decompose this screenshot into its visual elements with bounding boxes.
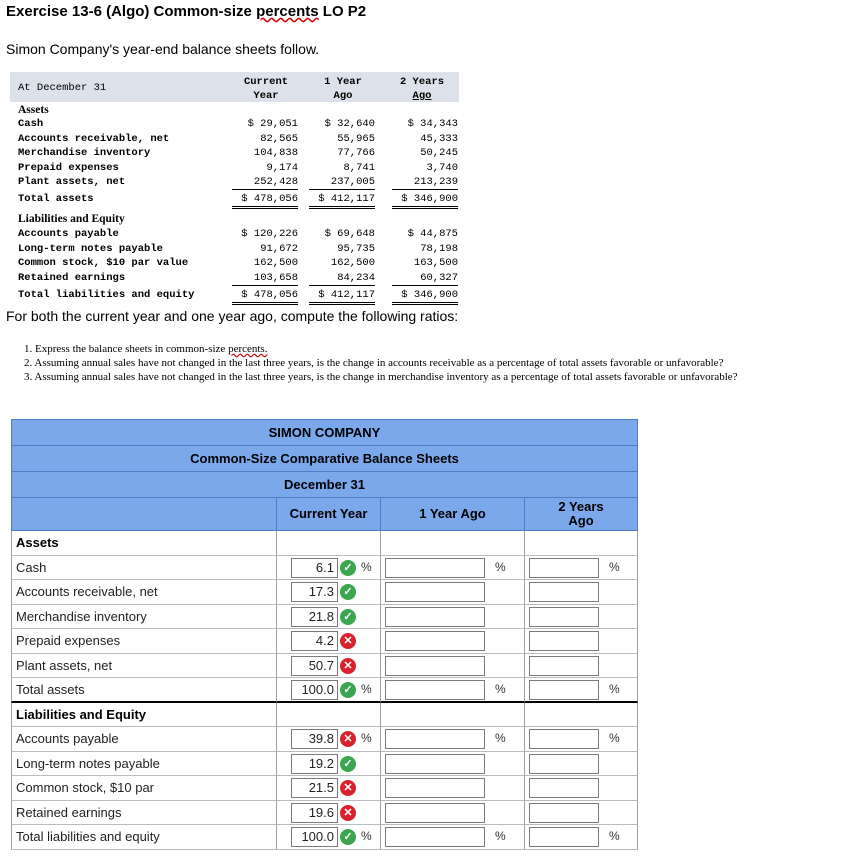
percent-sign: % (495, 559, 506, 574)
row-label: Plant assets, net (18, 176, 126, 188)
correct-check-icon: ✓ (340, 682, 356, 698)
balance-row-total-liabilities-and-equity (10, 288, 459, 302)
balance-row-prepaid-expenses (10, 161, 459, 175)
two-years-ago-input[interactable] (529, 558, 599, 578)
two-years-ago-input[interactable] (529, 778, 599, 798)
balance-row-accounts-payable (10, 227, 459, 241)
requirement-2: 2. Assuming annual sales have not changed in the last three years, is the change in accounts receivable as a percentage of total assets favorable or unfavorable? (24, 357, 724, 369)
two-years-ago-cell (525, 654, 638, 679)
row-label: Common stock, $10 par (11, 776, 277, 801)
one-year-ago-value: $ 412,117 (309, 288, 375, 305)
one-year-ago-value: 237,005 (309, 175, 375, 190)
page-title: Exercise 13-6 (Algo) Common-size percents LO P2 (6, 3, 367, 20)
answer-row (11, 678, 638, 703)
one-year-ago-cell (381, 752, 525, 777)
header-date-label: At December 31 (18, 82, 107, 94)
current-year-value: $ 478,056 (232, 192, 298, 209)
one-year-ago-value: 8,741 (343, 161, 375, 174)
header-current-year: Current Year (243, 76, 289, 102)
balance-sheet-header (10, 72, 459, 102)
two-years-ago-cell (525, 629, 638, 654)
percent-sign: % (361, 731, 372, 745)
row-label: Total liabilities and equity (11, 825, 277, 850)
prompt-text: For both the current year and one year ago, compute the following ratios: (6, 308, 459, 324)
one-year-ago-value: 95,735 (337, 242, 375, 255)
two-years-ago-cell (525, 752, 638, 777)
correct-check-icon: ✓ (340, 756, 356, 772)
requirement-3: 3. Assuming annual sales have not changed in the last three years, is the change in merchandise inventory as a percentage of total assets favorable or unfavorable? (24, 371, 738, 383)
one-year-ago-input[interactable] (385, 656, 485, 676)
balance-row-accounts-receivable-net (10, 132, 459, 146)
two-years-ago-input[interactable] (529, 827, 599, 847)
two-years-ago-input[interactable] (529, 607, 599, 627)
percent-sign: % (495, 682, 506, 696)
incorrect-x-icon: ✕ (340, 731, 356, 747)
current-year-cell (277, 580, 381, 605)
answer-row (11, 556, 638, 581)
section-row (11, 703, 638, 728)
row-label: Long-term notes payable (18, 242, 163, 255)
current-year-value: 91,672 (260, 242, 298, 255)
two-years-ago-value: 3,740 (426, 161, 458, 174)
liabilities-heading-row: Liabilities and Equity (18, 213, 125, 225)
one-year-ago-cell (381, 605, 525, 630)
correct-check-icon: ✓ (340, 560, 356, 576)
two-years-ago-input[interactable] (529, 803, 599, 823)
balance-row-plant-assets-net (10, 175, 459, 189)
section-row (11, 531, 638, 556)
row-label: Prepaid expenses (11, 629, 277, 654)
current-year-value: $ 120,226 (241, 228, 298, 240)
current-year-input[interactable]: 50.7 (291, 656, 338, 676)
two-years-ago-value: $ 346,900 (392, 192, 458, 209)
intro-text: Simon Company's year-end balance sheets follow. (6, 41, 320, 57)
one-year-ago-cell (381, 703, 525, 728)
one-year-ago-input[interactable] (385, 582, 485, 602)
row-label: Cash (18, 118, 44, 130)
percent-sign: % (609, 829, 620, 843)
one-year-ago-cell (381, 776, 525, 801)
balance-row-common-stock-par-value (10, 256, 459, 270)
current-year-value: $ 478,056 (232, 288, 298, 305)
two-years-ago-cell (525, 605, 638, 630)
row-label: Prepaid expenses (18, 161, 119, 174)
header-two-years-ago: 2 Years Ago (399, 76, 445, 102)
two-years-ago-cell (525, 776, 638, 801)
row-label: Merchandise inventory (11, 605, 277, 630)
current-year-input[interactable]: 100.0 (291, 680, 338, 700)
current-year-cell (277, 825, 381, 850)
current-year-cell (277, 703, 381, 728)
one-year-ago-value: $ 69,648 (324, 228, 375, 240)
current-year-cell (277, 801, 381, 826)
two-years-ago-value: $ 34,343 (407, 118, 458, 130)
answer-row (11, 776, 638, 801)
one-year-ago-input[interactable] (385, 729, 485, 749)
two-years-ago-cell (525, 678, 638, 703)
current-year-input[interactable]: 19.2 (291, 754, 338, 774)
current-year-cell (277, 629, 381, 654)
balance-row-merchandise-inventory (10, 146, 459, 160)
row-label: Total assets (18, 193, 94, 205)
current-year-input[interactable]: 6.1 (291, 558, 338, 578)
one-year-ago-input[interactable] (385, 778, 485, 798)
one-year-ago-input[interactable] (385, 607, 485, 627)
two-years-ago-input[interactable] (529, 656, 599, 676)
current-year-input[interactable]: 4.2 (291, 631, 338, 651)
incorrect-x-icon: ✕ (340, 805, 356, 821)
section-label: Liabilities and Equity (11, 703, 277, 728)
current-year-value: 82,565 (260, 132, 298, 145)
two-years-ago-input[interactable] (529, 680, 599, 700)
current-year-input[interactable]: 19.6 (291, 803, 338, 823)
percent-sign: % (609, 559, 620, 574)
two-years-ago-value: 60,327 (392, 271, 458, 286)
balance-row-cash (10, 117, 459, 131)
percent-sign: % (609, 731, 620, 745)
current-year-value: 104,838 (253, 147, 298, 159)
one-year-ago-cell (381, 727, 525, 752)
row-label: Accounts receivable, net (18, 132, 170, 145)
row-label: Cash (11, 556, 277, 581)
col-header-1-year-ago: 1 Year Ago (380, 497, 525, 531)
two-years-ago-cell (525, 801, 638, 826)
two-years-ago-cell (525, 580, 638, 605)
two-years-ago-value: 45,333 (420, 132, 458, 145)
requirements-list (24, 342, 738, 384)
row-label: Common stock, $10 par value (18, 257, 189, 269)
one-year-ago-input[interactable] (385, 680, 485, 700)
correct-check-icon: ✓ (340, 829, 356, 845)
two-years-ago-value: $ 346,900 (392, 288, 458, 305)
current-year-cell (277, 556, 381, 581)
answer-row (11, 629, 638, 654)
current-year-value: 103,658 (232, 271, 298, 286)
two-years-ago-input[interactable] (529, 582, 599, 602)
current-year-value: 9,174 (266, 161, 298, 174)
row-label: Accounts payable (11, 727, 277, 752)
one-year-ago-value: 55,965 (337, 132, 375, 145)
percent-sign: % (495, 829, 506, 843)
one-year-ago-input[interactable] (385, 803, 485, 823)
current-year-cell (277, 776, 381, 801)
answer-row (11, 605, 638, 630)
balance-row-total-assets (10, 192, 459, 206)
col-header-current-year: Current Year (276, 497, 381, 531)
one-year-ago-input[interactable] (385, 754, 485, 774)
two-years-ago-cell (525, 703, 638, 728)
two-years-ago-cell (525, 531, 638, 556)
one-year-ago-value: 77,766 (337, 147, 375, 159)
answer-row (11, 752, 638, 777)
two-years-ago-input[interactable] (529, 631, 599, 651)
row-label: Merchandise inventory (18, 147, 151, 159)
percent-sign: % (495, 731, 506, 745)
percent-sign: % (361, 559, 372, 574)
current-year-cell (277, 678, 381, 703)
incorrect-x-icon: ✕ (340, 658, 356, 674)
one-year-ago-cell (381, 629, 525, 654)
correct-check-icon: ✓ (340, 584, 356, 600)
one-year-ago-cell (381, 580, 525, 605)
percent-sign: % (361, 682, 372, 696)
row-label: Plant assets, net (11, 654, 277, 679)
answer-row (11, 825, 638, 850)
current-year-value: 252,428 (232, 175, 298, 190)
common-size-answer-table (11, 419, 638, 849)
current-year-cell (277, 752, 381, 777)
two-years-ago-cell (525, 825, 638, 850)
two-years-ago-value: 78,198 (420, 242, 458, 255)
balance-row-retained-earnings (10, 271, 459, 285)
col-header-2-years-ago: 2 Years Ago (524, 497, 638, 531)
row-label: Total assets (11, 678, 277, 703)
incorrect-x-icon: ✕ (340, 633, 356, 649)
two-years-ago-cell (525, 727, 638, 752)
one-year-ago-input[interactable] (385, 827, 485, 847)
two-years-ago-value: 163,500 (413, 257, 458, 269)
one-year-ago-value: $ 32,640 (324, 118, 375, 130)
one-year-ago-cell (381, 654, 525, 679)
header-blank-cell (11, 497, 277, 531)
two-years-ago-input[interactable] (529, 754, 599, 774)
requirement-1: 1. Express the balance sheets in common-size percents. (24, 343, 268, 355)
one-year-ago-value: $ 412,117 (309, 192, 375, 209)
row-label: Long-term notes payable (11, 752, 277, 777)
answer-row (11, 654, 638, 679)
row-label: Total liabilities and equity (18, 289, 195, 301)
table-company-title: SIMON COMPANY (11, 419, 638, 446)
balance-row-long-term-notes-payable (10, 242, 459, 256)
current-year-cell (277, 654, 381, 679)
one-year-ago-cell (381, 825, 525, 850)
row-label: Retained earnings (11, 801, 277, 826)
current-year-value: $ 29,051 (247, 118, 298, 130)
current-year-input[interactable]: 39.8 (291, 729, 338, 749)
incorrect-x-icon: ✕ (340, 780, 356, 796)
row-label: Accounts payable (18, 228, 119, 240)
current-year-input[interactable]: 100.0 (291, 827, 338, 847)
assets-heading-row: Assets (18, 104, 49, 116)
current-year-input[interactable]: 21.5 (291, 778, 338, 798)
current-year-input[interactable]: 17.3 (291, 582, 338, 602)
one-year-ago-cell (381, 556, 525, 581)
header-one-year-ago: 1 Year Ago (324, 76, 362, 102)
percent-sign: % (609, 682, 620, 696)
one-year-ago-value: 162,500 (330, 257, 375, 269)
answer-row (11, 580, 638, 605)
one-year-ago-input[interactable] (385, 558, 485, 578)
one-year-ago-cell (381, 678, 525, 703)
current-year-value: 162,500 (253, 257, 298, 269)
two-years-ago-value: $ 44,875 (407, 228, 458, 240)
table-subtitle: Common-Size Comparative Balance Sheets (11, 445, 638, 472)
row-label: Accounts receivable, net (11, 580, 277, 605)
row-label: Retained earnings (18, 271, 126, 284)
correct-check-icon: ✓ (340, 609, 356, 625)
answer-row (11, 727, 638, 752)
one-year-ago-cell (381, 531, 525, 556)
current-year-cell (277, 605, 381, 630)
answer-row (11, 801, 638, 826)
two-years-ago-cell (525, 556, 638, 581)
one-year-ago-input[interactable] (385, 631, 485, 651)
current-year-input[interactable]: 21.8 (291, 607, 338, 627)
section-label: Assets (11, 531, 277, 556)
percent-sign: % (361, 829, 372, 843)
current-year-cell (277, 531, 381, 556)
table-date: December 31 (11, 471, 638, 498)
one-year-ago-cell (381, 801, 525, 826)
one-year-ago-value: 84,234 (309, 271, 375, 286)
two-years-ago-value: 50,245 (420, 147, 458, 159)
current-year-cell (277, 727, 381, 752)
two-years-ago-input[interactable] (529, 729, 599, 749)
two-years-ago-value: 213,239 (392, 175, 458, 190)
